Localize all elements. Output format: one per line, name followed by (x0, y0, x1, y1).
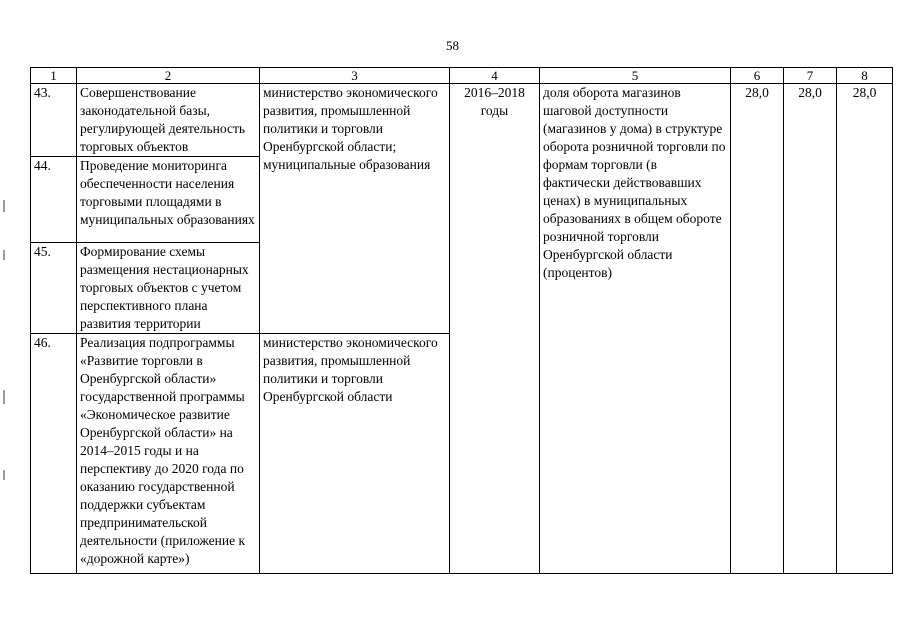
header-cell-5: 5 (540, 68, 731, 84)
scan-margin-mark (3, 470, 5, 480)
row-number: 45. (31, 243, 77, 334)
header-cell-1: 1 (31, 68, 77, 84)
measure-cell: Проведение мониторинга обеспеченности населения торговыми площадями в муниципальных образованиях (77, 157, 260, 243)
period-cell: 2016–2018 годы (450, 84, 540, 574)
scan-margin-mark (3, 200, 5, 212)
roadmap-table (30, 67, 893, 574)
page-number: 58 (446, 38, 459, 53)
row-number: 44. (31, 157, 77, 243)
indicator-cell: доля оборота магазинов шаговой доступности (магазинов у дома) в структуре оборота розничной торговли по формам торговли (в фактически действовавших ценах) в муниципальных образованиях в общем обороте розничной торговли Оренбургской области (процентов) (540, 84, 731, 574)
executor-cell: министерство экономического развития, промышленной политики и торговли Оренбургской области (260, 334, 450, 574)
header-cell-4: 4 (450, 68, 540, 84)
table-row (31, 84, 893, 157)
scan-margin-mark (3, 250, 5, 260)
executor-cell: министерство экономического развития, промышленной политики и торговли Оренбургской области; муниципальные образования (260, 84, 450, 334)
header-cell-7: 7 (784, 68, 837, 84)
value-cell-6: 28,0 (731, 84, 784, 574)
header-cell-6: 6 (731, 68, 784, 84)
header-cell-8: 8 (837, 68, 893, 84)
measure-cell: Реализация подпрограммы «Развитие торговли в Оренбургской области» государственной программы «Экономическое развитие Оренбургской области» на 2014–2015 годы и на перспективу до 2020 года по оказанию государственной поддержки субъектам предпринимательской деятельности (приложение к «дорожной карте») (77, 334, 260, 574)
value-cell-8: 28,0 (837, 84, 893, 574)
measure-cell: Формирование схемы размещения нестационарных торговых объектов с учетом перспективного плана развития территории (77, 243, 260, 334)
header-cell-2: 2 (77, 68, 260, 84)
value-cell-7: 28,0 (784, 84, 837, 574)
row-number: 43. (31, 84, 77, 157)
header-row (31, 68, 893, 84)
header-cell-3: 3 (260, 68, 450, 84)
measure-cell: Совершенствование законодательной базы, регулирующей деятельность торговых объектов (77, 84, 260, 157)
scan-margin-mark (3, 390, 5, 404)
row-number: 46. (31, 334, 77, 574)
